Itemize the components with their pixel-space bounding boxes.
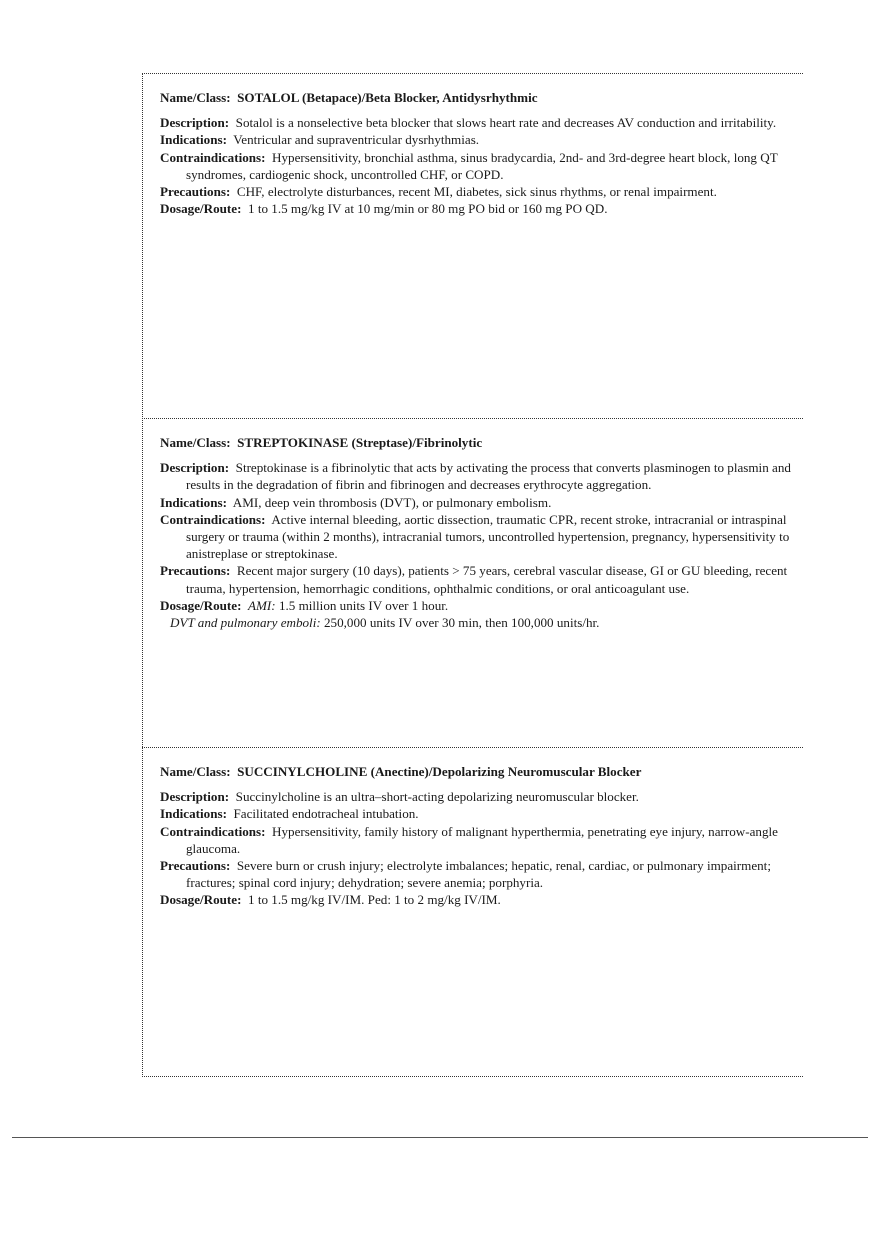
indications: Indications: Ventricular and supraventricular dysrhythmias. bbox=[160, 132, 480, 148]
card-divider bbox=[142, 418, 803, 419]
precautions: Precautions: Recent major surgery (10 days), patients > 75 years, cerebral vascular disease, GI or GU bleeding, recent trauma, hypertension, hemorrhagic conditions, ophthalmic conditions, or oral anticoagulant use. bbox=[160, 563, 788, 596]
drug-card-succinylcholine bbox=[160, 763, 800, 909]
drug-card-streptokinase bbox=[160, 434, 800, 631]
description: Description: Streptokinase is a fibrinolytic that acts by activating the process that converts plasminogen to plasmin and results in the degradation of fibrin and fibrinogen and decreases erythrocyte aggregation. bbox=[160, 460, 791, 493]
precautions: Precautions: CHF, electrolyte disturbances, recent MI, diabetes, sick sinus rhythms, or renal impairment. bbox=[160, 184, 717, 200]
description: Description: Succinylcholine is an ultra–short-acting depolarizing neuromuscular blocker. bbox=[160, 789, 639, 805]
dosage-route: Dosage/Route: AMI: 1.5 million units IV over 1 hour. bbox=[160, 597, 449, 613]
contraindications: Contraindications: Hypersensitivity, family history of malignant hyperthermia, penetrating eye injury, narrow-angle glaucoma. bbox=[160, 823, 778, 856]
drug-name-class: Name/Class: STREPTOKINASE (Streptase)/Fibrinolytic bbox=[160, 435, 483, 450]
contraindications: Contraindications: Hypersensitivity, bronchial asthma, sinus bradycardia, 2nd- and 3rd-degree heart block, long QT syndromes, cardiogenic shock, uncontrolled CHF, or COPD. bbox=[160, 149, 778, 182]
dosage-route-dvt: DVT and pulmonary emboli: 250,000 units IV over 30 min, then 100,000 units/hr. bbox=[170, 615, 600, 631]
precautions: Precautions: Severe burn or crush injury; electrolyte imbalances; hepatic, renal, cardiac, or pulmonary impairment; fractures; spinal cord injury; dehydration; severe anemia; porphyria. bbox=[160, 858, 771, 891]
drug-name-class: Name/Class: SUCCINYLCHOLINE (Anectine)/Depolarizing Neuromuscular Blocker bbox=[160, 764, 642, 779]
dosage-route: Dosage/Route: 1 to 1.5 mg/kg IV/IM. Ped: 1 to 2 mg/kg IV/IM. bbox=[160, 892, 501, 908]
indications: Indications: AMI, deep vein thrombosis (DVT), or pulmonary embolism. bbox=[160, 494, 552, 510]
card-divider bbox=[142, 747, 803, 748]
contraindications: Contraindications: Active internal bleeding, aortic dissection, traumatic CPR, recent stroke, intracranial or intraspinal surgery or trauma (within 2 months), intracranial tumors, uncontrolled hypertension, pregnancy, hypersensitivity to anistreplase or streptokinase. bbox=[160, 511, 790, 562]
drug-card-sotalol bbox=[160, 89, 800, 217]
indications: Indications: Facilitated endotracheal intubation. bbox=[160, 806, 419, 822]
drug-name-class: Name/Class: SOTALOL (Betapace)/Beta Blocker, Antidysrhythmic bbox=[160, 90, 538, 105]
page-bottom-rule bbox=[12, 1137, 868, 1138]
dosage-route: Dosage/Route: 1 to 1.5 mg/kg IV at 10 mg/min or 80 mg PO bid or 160 mg PO QD. bbox=[160, 201, 608, 217]
description: Description: Sotalol is a nonselective beta blocker that slows heart rate and decreases AV conduction and irritability. bbox=[160, 115, 777, 131]
